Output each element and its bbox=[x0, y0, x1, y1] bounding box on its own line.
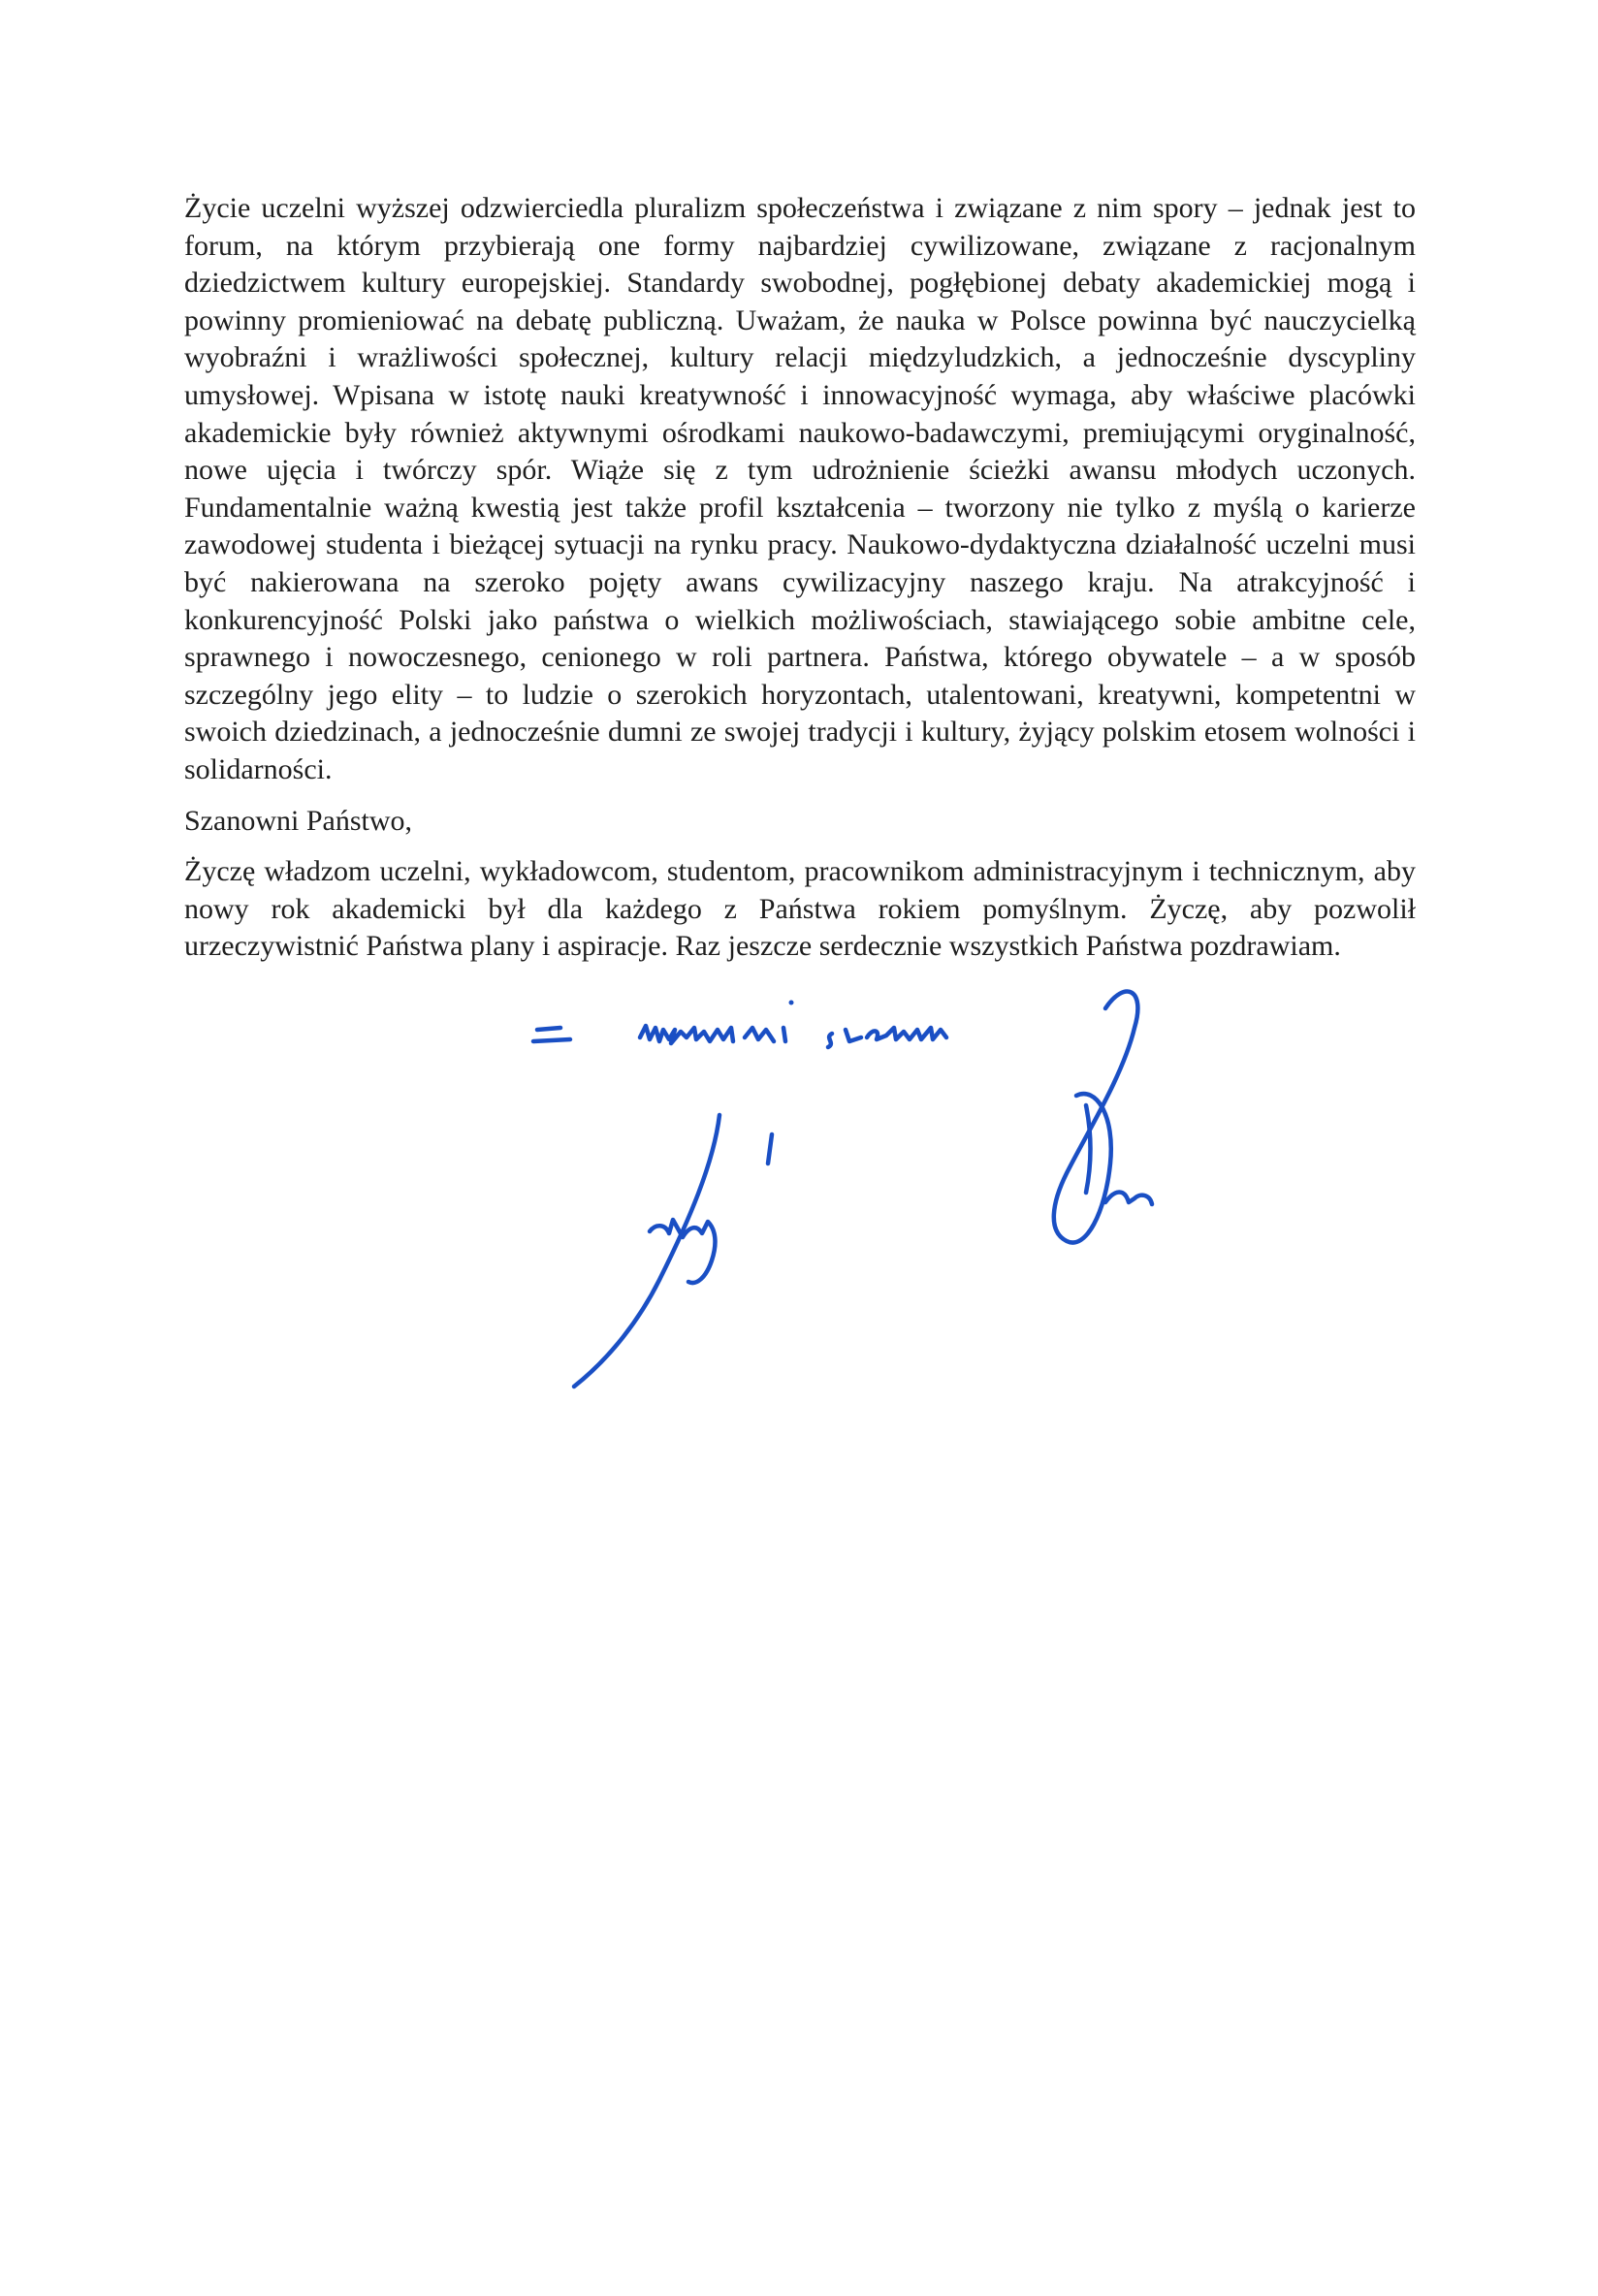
closing-paragraph: Życzę władzom uczelni, wykładowcom, studentom, pracownikom administracyjnym i technicznym, aby nowy rok akademicki był dla każdego z Państwa rokiem pomyślnym. Życzę, aby pozwolił urzeczywistnić Państwa plany i aspiracje. Raz jeszcze serdecznie wszystkich Państwa pozdrawiam. bbox=[184, 855, 1416, 963]
letter-body bbox=[184, 190, 1416, 966]
salutation: Szanowni Państwo, bbox=[184, 804, 412, 837]
signature-drawing bbox=[504, 970, 1299, 1396]
main-paragraph: Życie uczelni wyższej odzwierciedla pluralizm społeczeństwa i związane z nim spory – jednak jest to forum, na którym przybierają one formy najbardziej cywilizowane, związane z racjonalnym dziedzictwem kultury europejskiej. Standardy swobodnej, pogłębionej debaty akademickiej mogą i powinny promieniować na debatę publiczną. Uważam, że nauka w Polsce powinna być nauczycielką wyobraźni i wrażliwości społecznej, kultury relacji międzyludzkich, a jednocześnie dyscypliny umysłowej. Wpisana w istotę nauki kreatywność i innowacyjność wymaga, aby właściwe placówki akademickie były również aktywnymi ośrodkami naukowo-badawczymi, premiującymi oryginalność, nowe ujęcia i twórczy spór. Wiąże się z tym udrożnienie ścieżki awansu młodych uczonych. Fundamentalnie ważną kwestią jest także profil kształcenia – tworzony nie tylko z myślą o karierze zawodowej studenta i bieżącej sytuacji na rynku pracy. Naukowo-dydaktyczna działalność uczelni musi być nakierowana na szeroko pojęty awans cywilizacyjny naszego kraju. Na atrakcyjność i konkurencyjność Polski jako państwa o wielkich możliwościach, stawiającego sobie ambitne cele, sprawnego i nowoczesnego, cenionego w roli partnera. Państwa, którego obywatele – a w sposób szczególny jego elity – to ludzie o szerokich horyzontach, utalentowani, kreatywni, kompetentni w swoich dziedzinach, a jednocześnie dumni ze swojej tradycji i kultury, żyjący polskim etosem wolności i solidarności. bbox=[184, 192, 1416, 785]
handwritten-signature bbox=[504, 970, 1299, 1396]
signature-strokes bbox=[533, 992, 1152, 1387]
